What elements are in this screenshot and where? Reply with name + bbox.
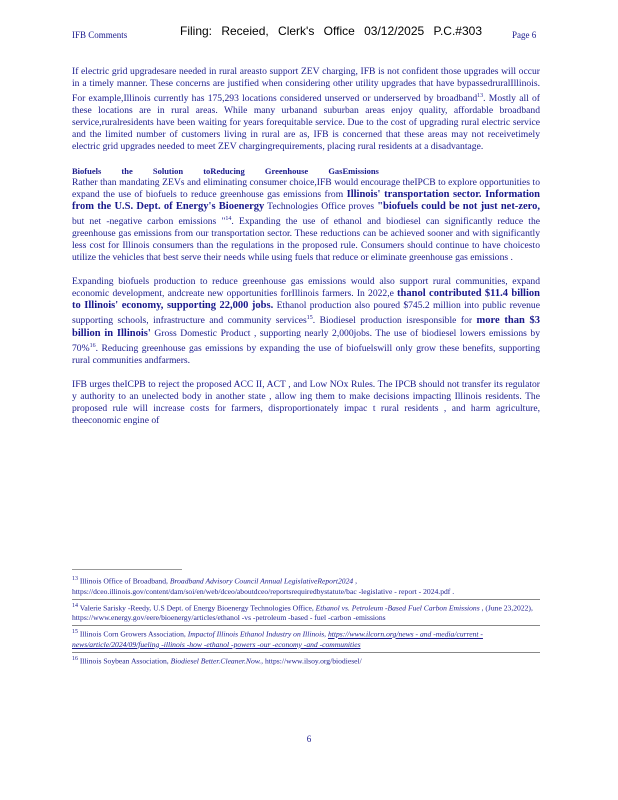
footnote-author: Valerie Sarisky -Reedy, U.S Dept. of Energy Bioenergy Technologies Office,: [79, 603, 314, 613]
footnote-ref-14: 14: [225, 216, 232, 223]
paragraph-biofuels: [72, 177, 540, 264]
paragraph-conclusion: IFB urges theICPB to reject the proposed ACC II, ACT , and Low NOx Rules. The IPCB should not transfer its regulator y authority to an unelected body in another state , allow ing them to make decisions impacting Illinois residents. The proposed rule will increase costs for farmers, disproportionately impac t rural residents , and harm agriculture, theeconomic engine of: [72, 378, 540, 426]
footnote-author: Illinois Office of Broadband,: [79, 576, 168, 586]
p2-c: Technologies Office proves: [267, 201, 375, 213]
footnote-ref-16: 16: [89, 342, 96, 349]
footnote-title: Ethanol vs. Petroleum -Based Fuel Carbon Emissions: [315, 603, 480, 613]
footnotes: [72, 573, 540, 668]
footnote-number: 16: [72, 655, 78, 662]
p2-d: "biofuels could be not just net-zero,: [377, 201, 540, 213]
paragraph-broadband: [72, 66, 540, 153]
footnote-title: Broadband Advisory Council Annual LegislativeReport2024: [169, 576, 354, 586]
footnote-link[interactable]: , https://dceo.illinois.gov/content/dam/soi/en/web/dceo/aboutdceo/reportsrequiredbystatute/bac -legislative - report - 2024.pdf .: [72, 576, 455, 596]
p3-a: Expanding biofuels production to reduce greenhouse gas emissions would also support rural communities, expand economic development, andcreate new opportunities forIllinois farmers. In 2022,e: [72, 276, 540, 300]
document-body: [72, 66, 540, 439]
header-page: Page 6: [512, 30, 537, 40]
p3-f: Gross Domestic Product , supporting nearly 2,000jobs. The use of biodiesel lowers emissions by 70%: [72, 327, 541, 354]
footnote-author: Illinois Soybean Association,: [79, 656, 169, 666]
footnote-number: 13: [72, 576, 78, 582]
footnote-ref-13: 13: [477, 93, 484, 99]
p3-g: . Reducing greenhouse gas emissions by expanding the use of biofuelswill only grow these benefits, supporting rural communities andfarmers.: [72, 342, 540, 366]
p1-text: If electric grid upgradesare needed in rural areasto support ZEV charging, IFB is not confident those upgrades will occur in a timely manner. These concerns are justified when considering other utility upgrades that have bypassedruralIllinois. For example,Illinois currently has 175,293 locations considered unserved or underserved by broadband: [72, 66, 540, 105]
footnote-number: 15: [72, 629, 78, 636]
p2-e: but net -negative carbon emissions ": [72, 216, 226, 228]
page-number: 6: [306, 734, 312, 744]
p2-a: Rather than mandating ZEVs and eliminating consumer choice,IFB would encourage theIPCB to explore opportunities to expand the use of biofuels to reduce greenhouse gas emissions from: [72, 177, 540, 201]
footnote-title: Biodiesel Better.Cleaner.Now.,: [170, 656, 264, 666]
p1-tail: . Mostly all of these locations are in rural areas. While many urbanand suburban areas enjoy quality, affordable broadband service,ruralresidents have been waiting for years forequitable service. Due to the cost of upgrading rural electric service and the limited number of customers living in rural are as, IFB is concerned that these areas may not receivetimely electric grid upgrades needed to meet ZEV chargingrequirements, placing rural residents at a disadvantage.: [72, 93, 540, 153]
p3-e: more than $3 billion in Illinois': [72, 315, 540, 339]
footnote-link[interactable]: , (June 23,2022), https://www.energy.gov/eere/bioenergy/articles/ethanol -vs -petroleum -based - fuel -carbon -emissions: [72, 603, 533, 623]
section-heading: Biofuels the Solution toReducing Greenhouse GasEmissions: [72, 166, 379, 177]
footnote-14: [72, 600, 540, 627]
header-left: IFB Comments: [72, 30, 128, 40]
footnote-16: [72, 653, 540, 669]
footnote-number: 14: [72, 602, 78, 609]
p3-c: Ethanol production also poured $745.2 million into public revenue supporting schools, infrastructure and community services: [72, 300, 540, 327]
footnote-author: Illinois Corn Growers Association,: [79, 629, 186, 639]
footnote-title: Impactof Illinois Ethanol Industry on Illinois,: [187, 629, 327, 639]
footnote-link[interactable]: https://www.ilcorn.org/news - and -media/current -news/article/2024/09/fueling -illinois -how -ethanol -powers -our -economy -and -communities: [72, 629, 483, 649]
footnote-ref-15: 15: [306, 315, 313, 322]
paragraph-economy: [72, 276, 540, 366]
p3-b: thanol contributed $11.4 billion to Illinois' economy, supporting 22,000 jobs.: [72, 288, 540, 312]
footnote-link[interactable]: https://www.ilsoy.org/biodiesel/: [264, 656, 362, 666]
footnote-13: [72, 573, 540, 600]
footnote-15: [72, 626, 540, 653]
p2-f: . Expanding the use of ethanol and biodiesel can significantly reduce the greenhouse gas emissions from our transportation sector. These reductions can be achieved sooner and with significantly less cost for Illinois consumers than the regulations in the proposed rule. Consumers should continue to have choicesto utilize the vehicles that best serve their needs while using fuels that reduce or eliminate greenhouse gas emissions .: [72, 216, 540, 264]
p3-d: . Biodiesel production isresponsible for: [312, 315, 473, 327]
p2-b: Illinois' transportation sector. Information from the U.S. Dept. of Energy's Bioenergy: [72, 189, 540, 213]
footnote-rule: [72, 569, 182, 570]
filing-stamp: Filing: Receied, Clerk's Office 03/12/2025 P.C.#303: [180, 24, 483, 38]
